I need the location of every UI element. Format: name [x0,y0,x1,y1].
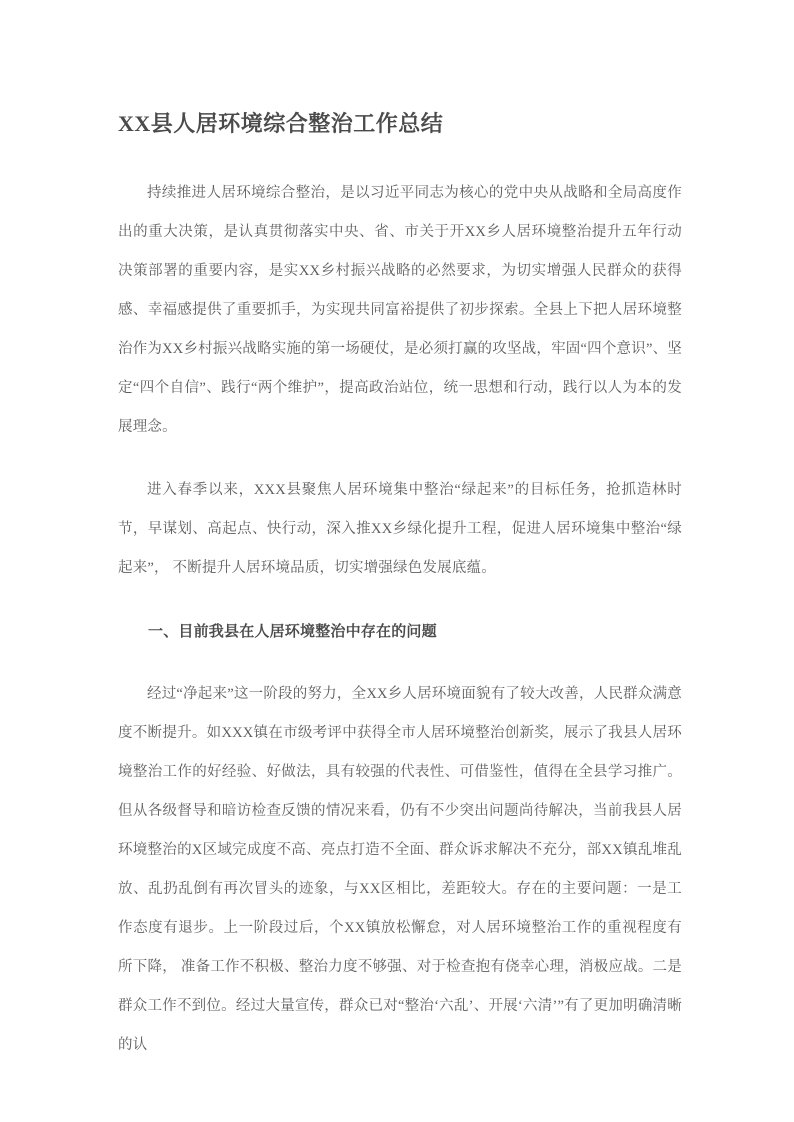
document-title: XX县人居环境综合整治工作总结 [118,111,444,136]
section-heading-problems: 一、目前我县在人居环境整治中存在的问题 [148,623,437,640]
paragraph-problems-detail: 经过“净起来”这一阶段的努力，全XX乡人居环境面貌有了较大改善，人民群众满意度不断提升。如XXX镇在市级考评中获得全市人居环境整治创新奖，展示了我县人居环境整治工作的好经验、好做法，具有较强的代表性、可借鉴性，值得在全县学习推广。但从各级督导和暗访检查反馈的情况来看，仍有不少突出问题尚待解决，当前我县人居环境整治的X区域完成度不高、亮点打造不全面、群众诉求解决不充分，部XX镇乱堆乱放、乱扔乱倒有再次冒头的迹象，与XX区相比，差距较大。存在的主要问题：一是工作态度有退步。上一阶段过后，个XX镇放松懈怠，对人居环境整治工作的重视程度有所下降， 准备工作不积极、整治力度不够强、对于检查抱有侥幸心理，消极应战。二是群众工作不到位。经过大量宣传，群众已对“整治‘六乱’、开展‘六清’”有了更加明确清晰的认 [118,686,682,1053]
paragraph-spring-progress: 进入春季以来，XXX县聚焦人居环境集中整治“绿起来”的目标任务，抢抓造林时节，早谋划、高起点、快行动，深入推XX乡绿化提升工程，促进人居环境集中整治“绿起来”， 不断提升人居环境品质，切实增强绿色发展底蕴。 [118,482,682,576]
paragraph-intro: 持续推进人居环境综合整治，是以习近平同志为核心的党中央从战略和全局高度作出的重大决策，是认真贯彻落实中央、省、市关于开XX乡人居环境整治提升五年行动决策部署的重要内容，是实XX乡村振兴战略的必然要求，为切实增强人民群众的获得感、幸福感提供了重要抓手，为实现共同富裕提供了初步探索。全县上下把人居环境整治作为XX乡村振兴战略实施的第一场硬仗，是必须打赢的攻坚战，牢固“四个意识”、坚定“四个自信”、践行“两个维护”，提高政治站位，统一思想和行动，践行以人为本的发展理念。 [118,185,682,435]
